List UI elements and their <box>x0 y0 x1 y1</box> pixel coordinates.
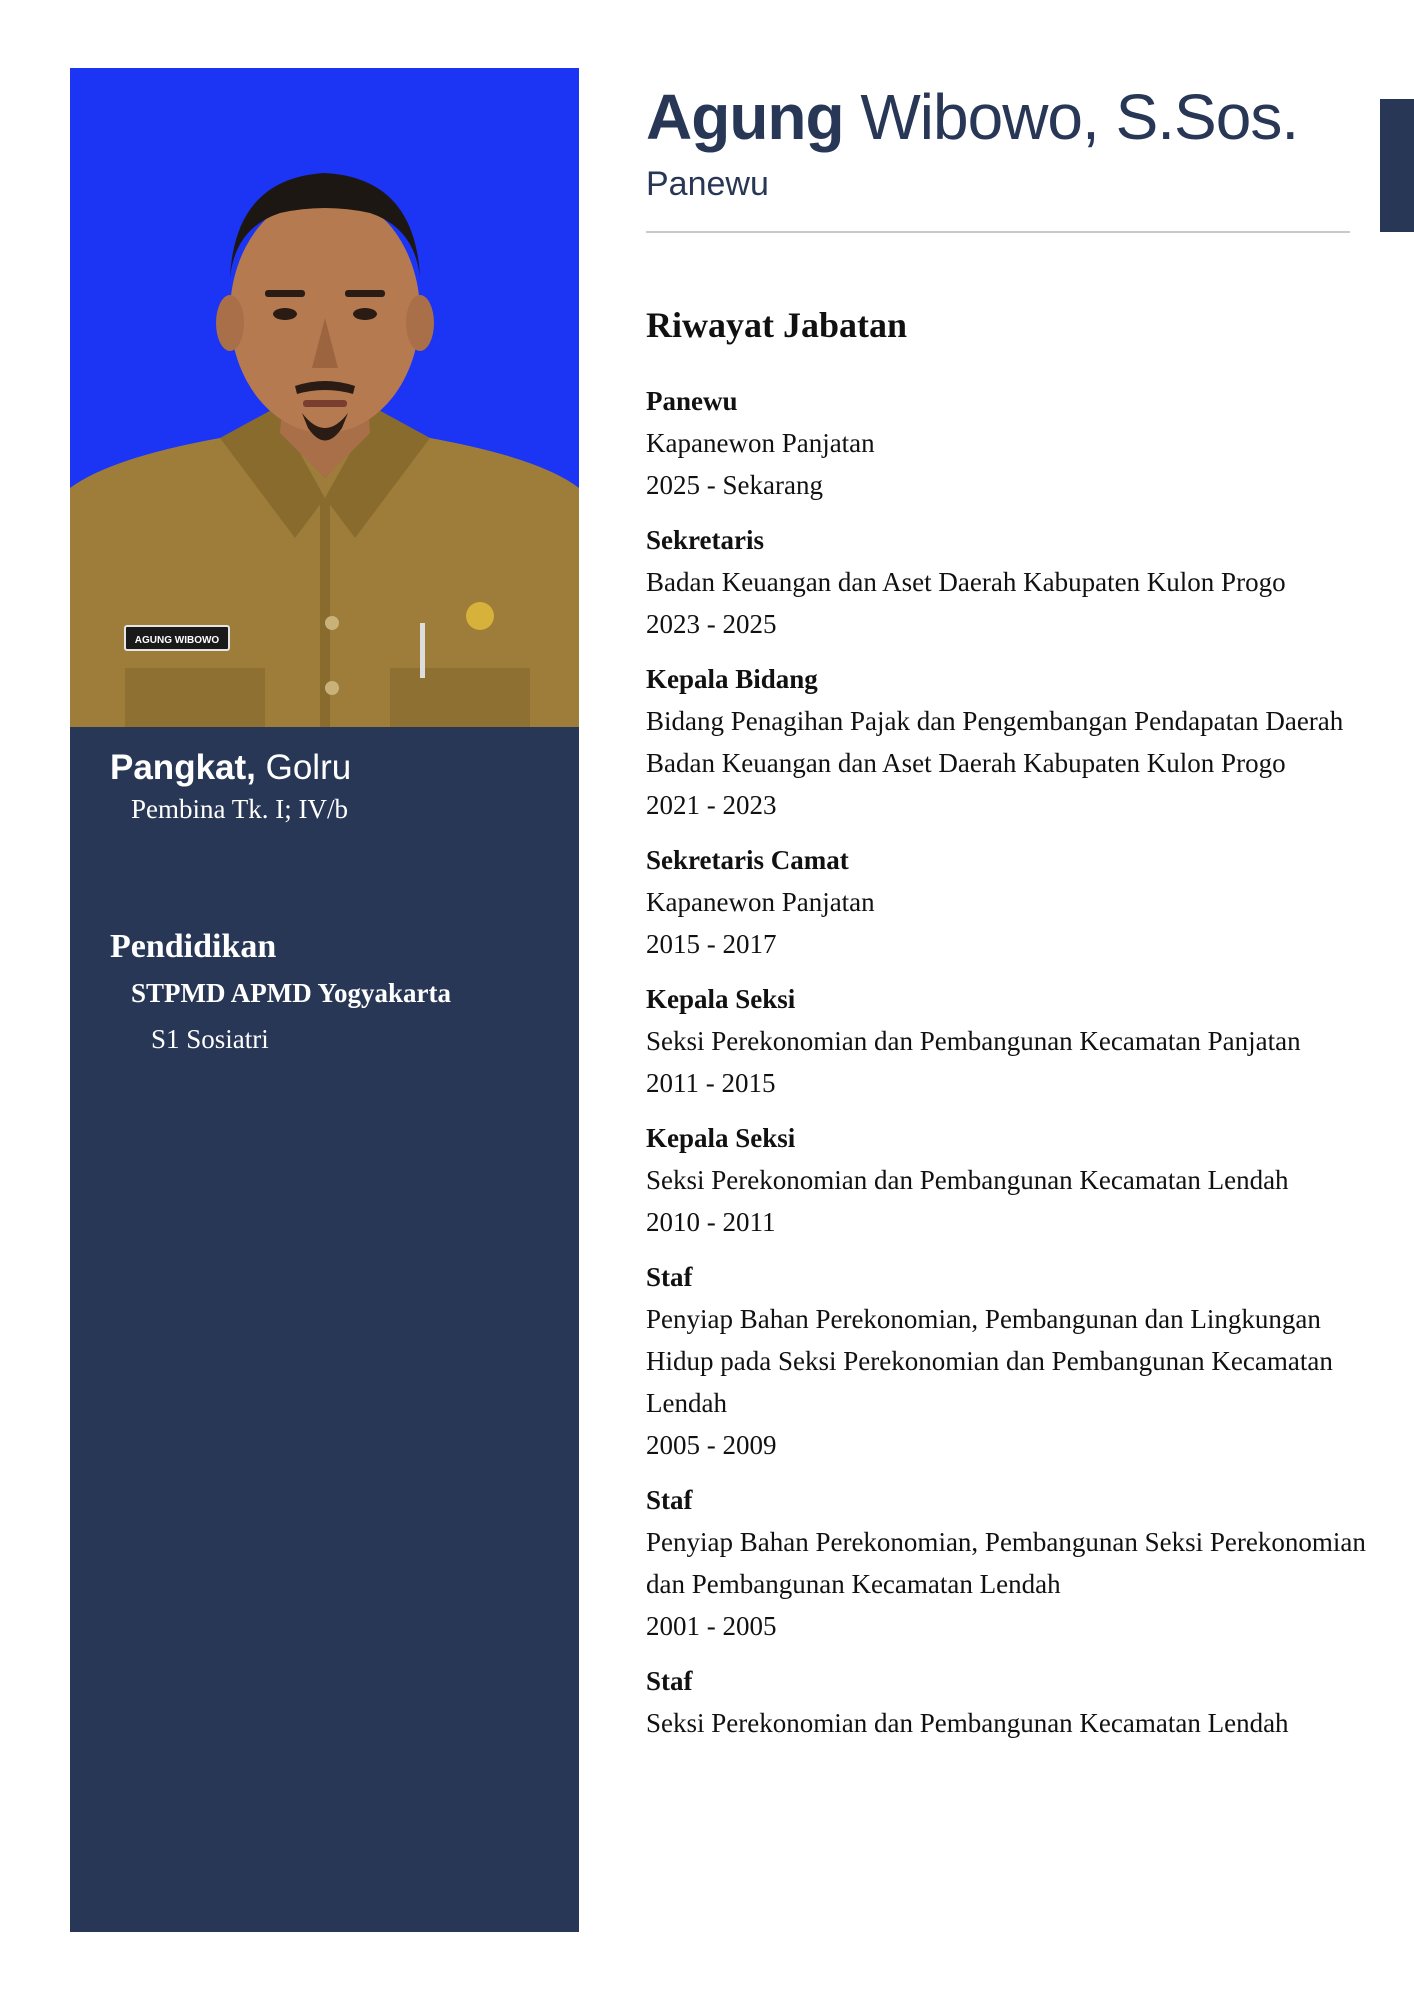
history-list <box>646 380 1386 1757</box>
golru-label: Golru <box>255 748 352 787</box>
job-entry <box>646 1479 1386 1647</box>
education-heading: Pendidikan <box>110 928 277 965</box>
rank-label <box>110 748 351 788</box>
job-unit: Seksi Perekonomian dan Pembangunan Kecamatan Lendah <box>646 1708 1289 1738</box>
history-heading: Riwayat Jabatan <box>646 305 908 345</box>
job-title: Sekretaris <box>646 525 764 555</box>
header-divider <box>646 231 1350 233</box>
job-entry <box>646 1256 1386 1466</box>
job-unit: Bidang Penagihan Pajak dan Pengembangan Pendapatan Daerah Badan Keuangan dan Aset Daerah Kabupaten Kulon Progo <box>646 706 1344 778</box>
job-entry <box>646 1660 1386 1744</box>
job-title: Sekretaris Camat <box>646 845 849 875</box>
profile-sidebar <box>70 68 579 1932</box>
job-entry <box>646 1117 1386 1243</box>
job-unit: Kapanewon Panjatan <box>646 428 875 458</box>
rank-value: Pembina Tk. I; IV/b <box>131 794 348 824</box>
job-title: Panewu <box>646 386 738 416</box>
job-unit: Seksi Perekonomian dan Pembangunan Kecamatan Lendah <box>646 1165 1289 1195</box>
job-entry <box>646 978 1386 1104</box>
job-years: 2025 - Sekarang <box>646 470 823 500</box>
accent-bar <box>1380 99 1414 232</box>
job-title: Staf <box>646 1485 693 1515</box>
job-title: Kepala Bidang <box>646 664 818 694</box>
job-entry <box>646 380 1386 506</box>
job-years: 2011 - 2015 <box>646 1068 776 1098</box>
job-title: Staf <box>646 1666 693 1696</box>
job-years: 2005 - 2009 <box>646 1430 777 1460</box>
education-degree: S1 Sosiatri <box>151 1024 269 1054</box>
job-years: 2023 - 2025 <box>646 609 777 639</box>
job-years: 2015 - 2017 <box>646 929 777 959</box>
job-years: 2010 - 2011 <box>646 1207 776 1237</box>
position-title: Panewu <box>646 165 769 203</box>
portrait-illustration <box>70 68 579 727</box>
first-name: Agung <box>646 81 844 153</box>
job-unit: Penyiap Bahan Perekonomian, Pembangunan dan Lingkungan Hidup pada Seksi Perekonomian dan Pembangunan Kecamatan Lendah <box>646 1304 1333 1418</box>
education-school: STPMD APMD Yogyakarta <box>131 978 451 1008</box>
pangkat-label: Pangkat, <box>110 748 256 787</box>
rest-name: Wibowo, S.Sos. <box>843 81 1299 153</box>
job-title: Staf <box>646 1262 693 1292</box>
job-unit: Penyiap Bahan Perekonomian, Pembangunan Seksi Perekonomian dan Pembangunan Kecamatan Lendah <box>646 1527 1366 1599</box>
job-unit: Badan Keuangan dan Aset Daerah Kabupaten Kulon Progo <box>646 567 1286 597</box>
job-entry <box>646 658 1386 826</box>
job-title: Kepala Seksi <box>646 1123 796 1153</box>
job-entry <box>646 519 1386 645</box>
job-unit: Seksi Perekonomian dan Pembangunan Kecamatan Panjatan <box>646 1026 1301 1056</box>
job-unit: Kapanewon Panjatan <box>646 887 875 917</box>
profile-photo <box>70 68 579 727</box>
job-entry <box>646 839 1386 965</box>
profile-name <box>646 80 1298 154</box>
nametag-text: AGUNG WIBOWO <box>134 635 220 646</box>
job-years: 2021 - 2023 <box>646 790 777 820</box>
job-years: 2001 - 2005 <box>646 1611 777 1641</box>
job-title: Kepala Seksi <box>646 984 796 1014</box>
